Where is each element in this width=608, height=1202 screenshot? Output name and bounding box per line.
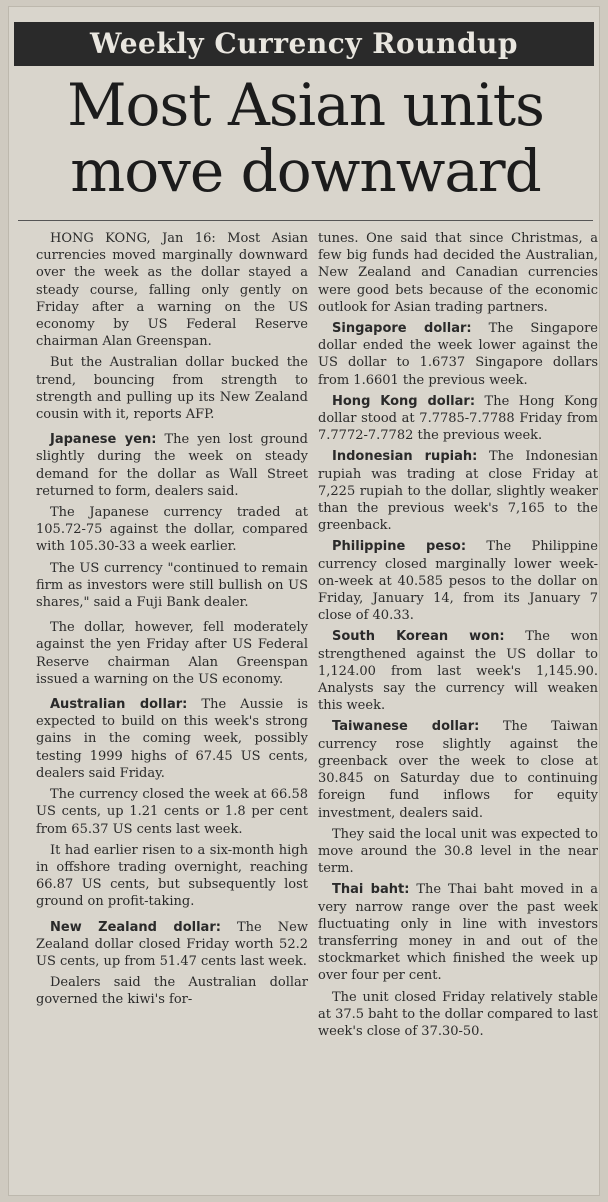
headline-rule: [18, 220, 593, 221]
paragraph: Dealers said the Australian dollar governed the kiwi's for-: [36, 975, 308, 1008]
subhead: Thai baht:: [332, 882, 410, 898]
paragraph: The US currency "continued to remain firm as investors were still bullish on US shares," said a Fuji Bank dealer.: [36, 560, 308, 611]
subhead: Australian dollar:: [50, 697, 188, 713]
paragraph: Hong Kong dollar: The Hong Kong dollar stood at 7.7785-7.7788 Friday from 7.7772-7.7782 the previous week.: [318, 393, 598, 444]
paragraph: New Zealand dollar: The New Zealand dollar closed Friday worth 52.2 US cents, up from 51.47 cents last week.: [36, 919, 308, 969]
paragraph: tunes. One said that since Christmas, a few big funds had decided the Australian, New Zealand and Canadian currencies were good bets because of the economic outlook for Asian trading partners.: [318, 231, 598, 315]
paragraph: They said the local unit was expected to move around the 30.8 level in the near term.: [318, 826, 598, 877]
paragraph: But the Australian dollar bucked the trend, bouncing from strength to strength and pulling up its New Zealand cousin with it, reports AFP.: [36, 355, 308, 423]
subhead: South Korean won:: [332, 629, 505, 645]
paragraph: South Korean won: The won strengthened against the US dollar to 1,124.00 from last week's 1,145.90. Analysts say the currency will weaken this week.: [318, 629, 598, 714]
paragraph: It had earlier risen to a six-month high in offshore trading overnight, reaching 66.87 US cents, but subsequently lost ground on profit-taking.: [36, 842, 308, 910]
paragraph: Japanese yen: The yen lost ground slightly during the week on steady demand for the dollar as Wall Street returned to form, dealers said.: [36, 432, 308, 499]
newspaper-clipping: [8, 6, 600, 1196]
paragraph: Indonesian rupiah: The Indonesian rupiah was trading at close Friday at 7,225 rupiah to the dollar, slightly weaker than the previous week's 7,165 to the greenback.: [318, 449, 598, 534]
subhead: Taiwanese dollar:: [332, 719, 480, 735]
paragraph: Taiwanese dollar: The Taiwan currency rose slightly against the greenback over the week to close at 30.845 on Saturday due to continuing foreign fund inflows for equity investment, dealers said.: [318, 719, 598, 821]
paragraph: Australian dollar: The Aussie is expected to build on this week's strong gains in the coming week, possibly testing 1999 highs of 67.45 US cents, dealers said Friday.: [36, 697, 308, 781]
paragraph: Thai baht: The Thai baht moved in a very narrow range over the past week fluctuating only in line with investors transferring money in and out of the stockmarket which finished the week up over four per cent.: [318, 882, 598, 984]
section-title: Weekly Currency Roundup: [14, 22, 594, 66]
subhead: Indonesian rupiah:: [332, 449, 478, 465]
paragraph: HONG KONG, Jan 16: Most Asian currencies moved marginally downward over the week as the dollar stayed a steady course, falling only gently on Friday after a warning on the US economy by US Federal Reserve chairman Alan Greenspan.: [36, 231, 308, 350]
headline-line-2: move downward: [70, 137, 541, 205]
article-column-left: [36, 230, 308, 1013]
paragraph: The dollar, however, fell moderately against the yen Friday after US Federal Reserve chairman Alan Greenspan issued a warning on the US economy.: [36, 620, 308, 687]
article-column-right: [318, 230, 598, 1044]
paragraph: Singapore dollar: The Singapore dollar ended the week lower against the US dollar to 1.6737 Singapore dollars from 1.6601 the previous week.: [318, 321, 598, 388]
paragraph: The unit closed Friday relatively stable at 37.5 baht to the dollar compared to last week's close of 37.30-50.: [318, 989, 599, 1039]
paragraph: Philippine peso: The Philippine currency closed marginally lower week-on-week at 40.585 pesos to the dollar on Friday, January 14, from its January 7 close of 40.33.: [318, 539, 598, 624]
subhead: Japanese yen:: [50, 432, 157, 448]
headline: [18, 72, 593, 204]
subhead: Singapore dollar:: [332, 321, 472, 337]
headline-line-1: Most Asian units: [67, 71, 544, 139]
paragraph: The currency closed the week at 66.58 US cents, up 1.21 cents or 1.8 per cent from 65.37 US cents last week.: [36, 787, 308, 837]
subhead: Philippine peso:: [332, 539, 467, 555]
subhead: New Zealand dollar:: [50, 919, 221, 935]
subhead: Hong Kong dollar:: [332, 393, 476, 409]
paragraph: The Japanese currency traded at 105.72-75 against the dollar, compared with 105.30-33 a week earlier.: [36, 505, 308, 555]
